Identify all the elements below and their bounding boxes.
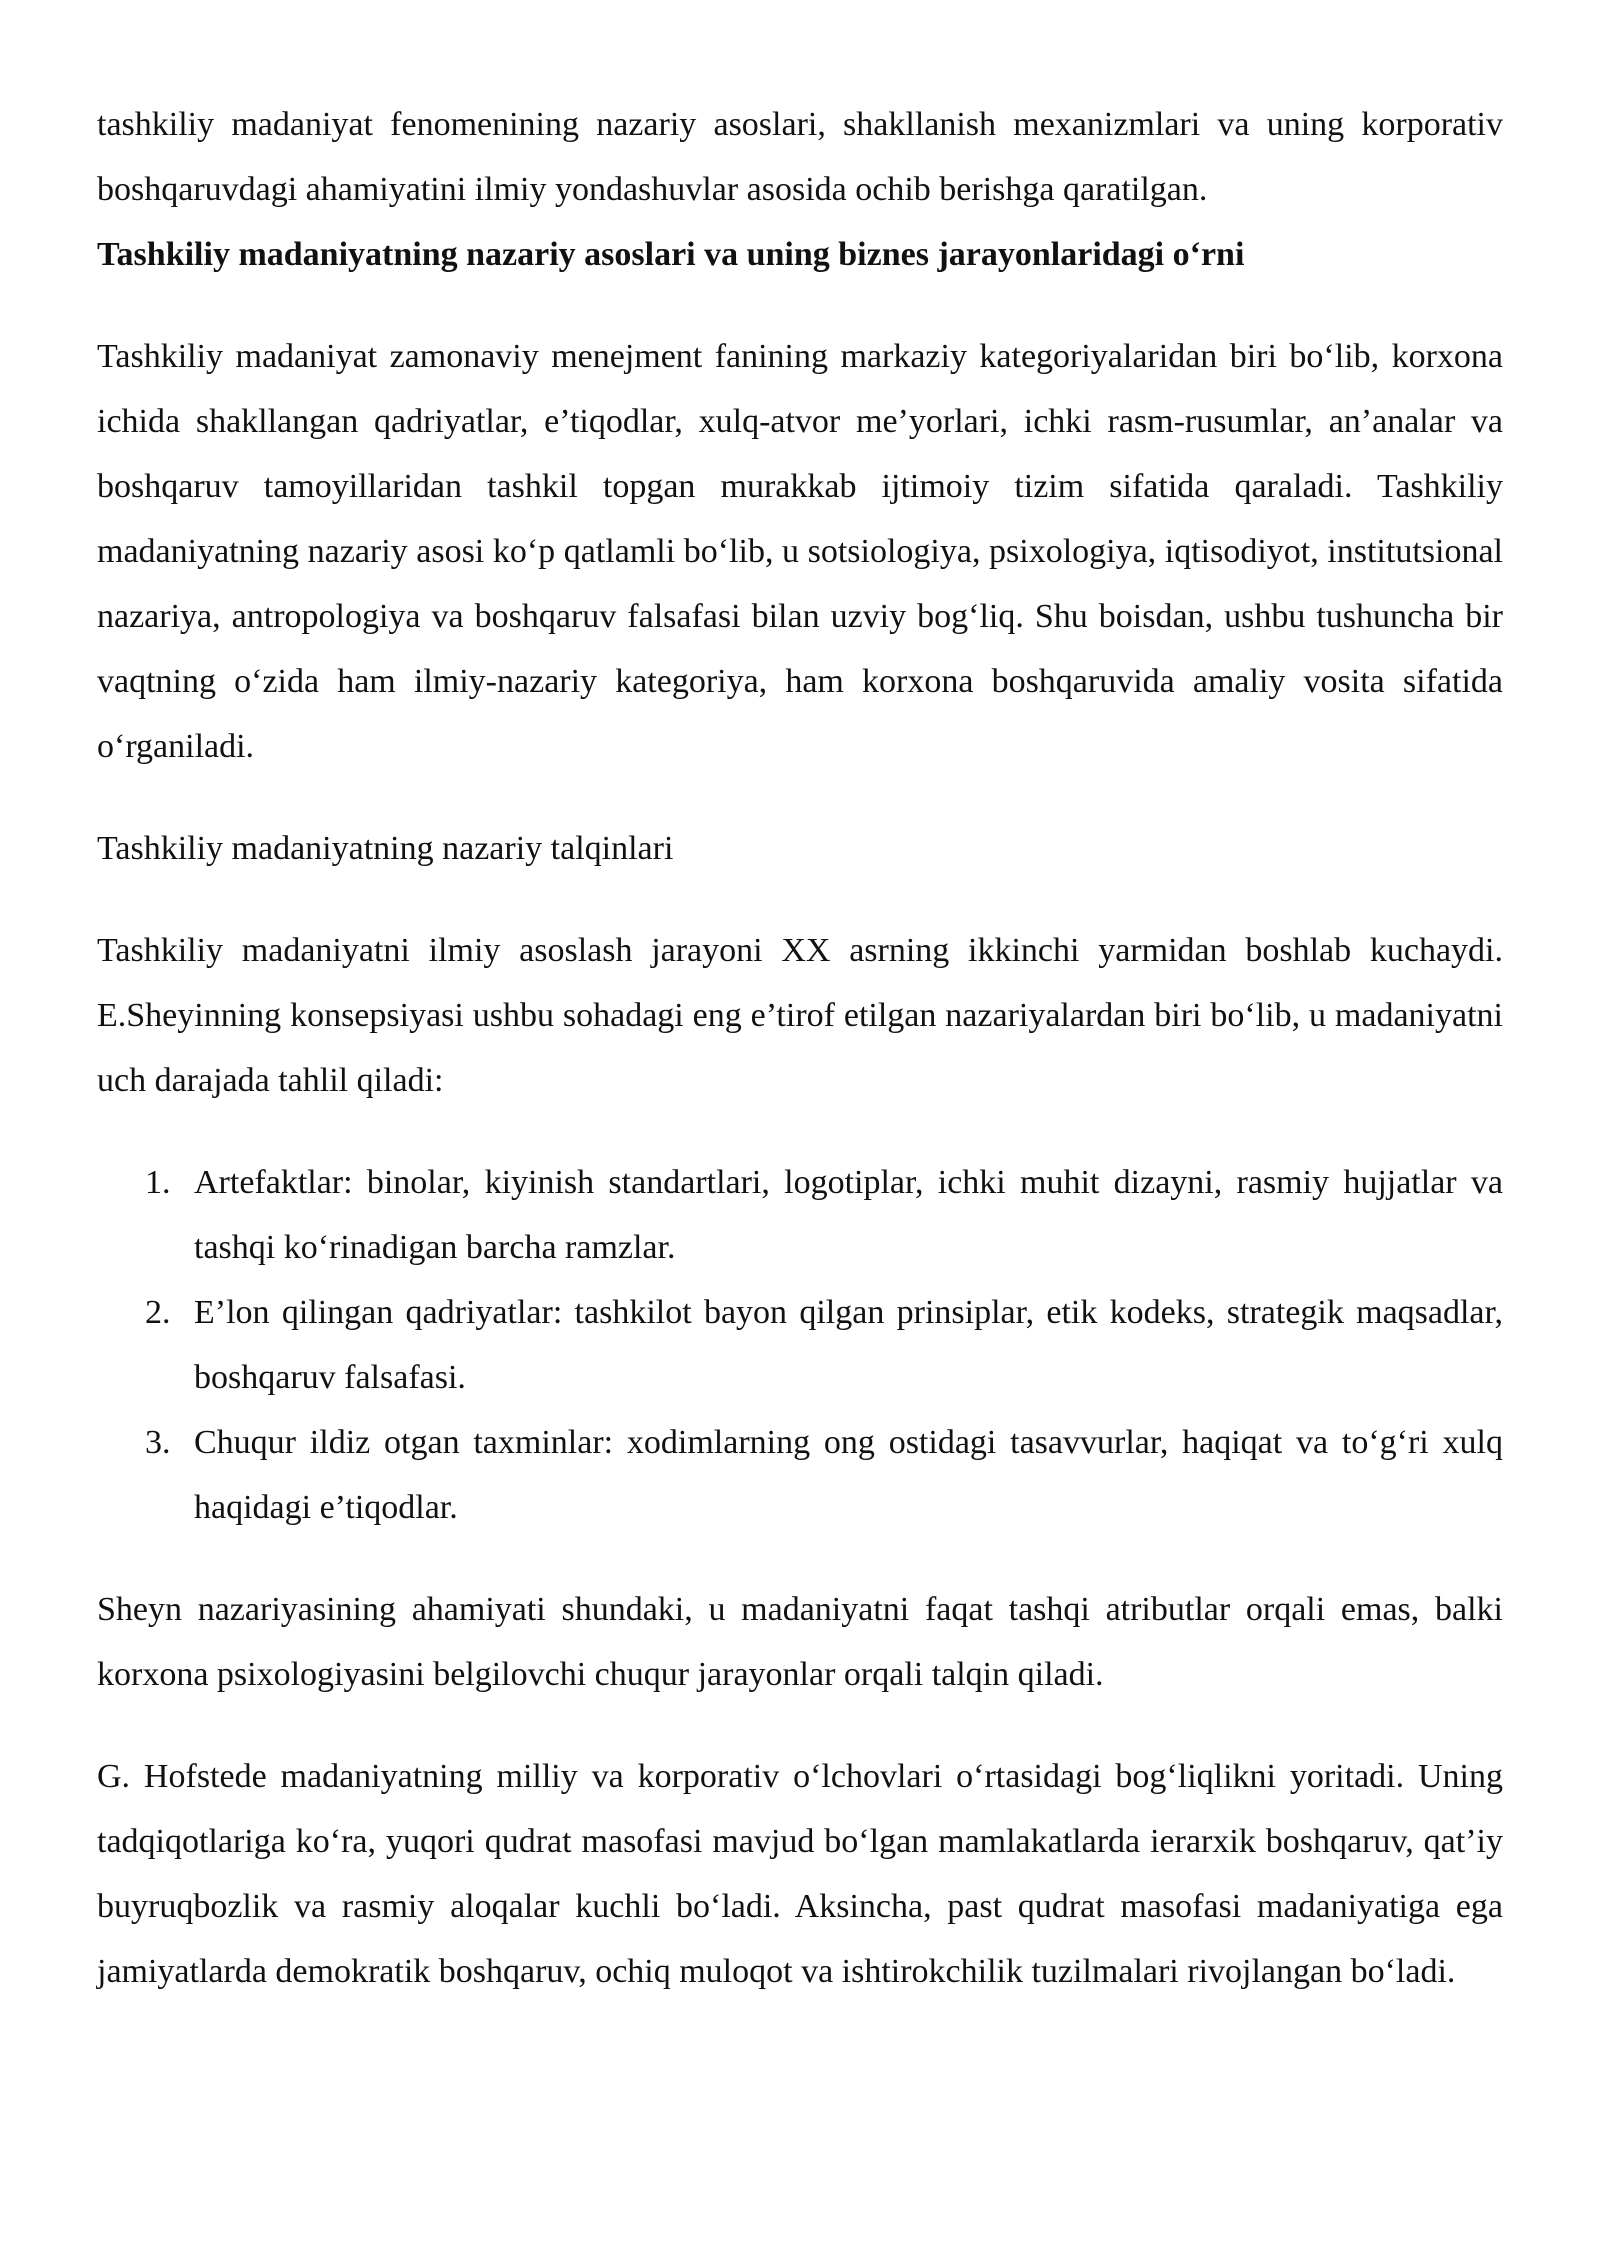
body-paragraph-1: Tashkiliy madaniyat zamonaviy menejment fanining markaziy kategoriyalaridan biri bo‘lib, korxona ichida shakllangan qadriyatlar, e’tiqodlar, xulq-atvor me’yorlari, ichki rasm-rusumlar, an’analar va boshqaruv tamoyillaridan tashkil topgan murakkab ijtimoiy tizim sifatida qaraladi. Tashkiliy madaniyatning nazariy asosi ko‘p qatlamli bo‘lib, u sotsiologiya, psixologiya, iqtisodiyot, institutsional nazariya, antropologiya va boshqaruv falsafasi bilan uzviy bog‘liq. Shu boisdan, ushbu tushuncha bir vaqtning o‘zida ham ilmiy-nazariy kategoriya, ham korxona boshqaruvida amaliy vosita sifatida o‘rganiladi. (97, 338, 1503, 765)
section-heading: Tashkiliy madaniyatning nazariy asoslari va uning biznes jarayonlaridagi o‘rni (97, 236, 1245, 273)
intro-paragraph: tashkiliy madaniyat fenomenining nazariy asoslari, shakllanish mexanizmlari va uning korporativ boshqaruvdagi ahamiyatini ilmiy yondashuvlar asosida ochib berishga qaratilgan. (97, 106, 1503, 208)
list-item-number: 3. (145, 1424, 171, 1461)
list-item-text: Artefaktlar: binolar, kiyinish standartlari, logotiplar, ichki muhit dizayni, rasmiy hujjatlar va tashqi ko‘rinadigan barcha ramzlar. (194, 1164, 1503, 1266)
levels-list (97, 1150, 1503, 1540)
body-paragraph-4: G. Hofstede madaniyatning milliy va korporativ o‘lchovlari o‘rtasidagi bog‘liqlikni yoritadi. Uning tadqiqotlariga ko‘ra, yuqori qudrat masofasi mavjud bo‘lgan mamlakatlarda ierarxik boshqaruv, qat’iy buyruqbozlik va rasmiy aloqalar kuchli bo‘ladi. Aksincha, past qudrat masofasi madaniyatiga ega jamiyatlarda demokratik boshqaruv, ochiq muloqot va ishtirokchilik tuzilmalari rivojlangan bo‘ladi. (97, 1758, 1503, 1990)
list-item-number: 2. (145, 1294, 171, 1331)
list-item-text: E’lon qilingan qadriyatlar: tashkilot bayon qilgan prinsiplar, etik kodeks, strategik maqsadlar, boshqaruv falsafasi. (194, 1294, 1503, 1396)
document-page (97, 92, 1503, 2004)
list-item-text: Chuqur ildiz otgan taxminlar: xodimlarning ong ostidagi tasavvurlar, haqiqat va to‘g‘ri xulq haqidagi e’tiqodlar. (194, 1424, 1503, 1526)
list-item (97, 1150, 1503, 1280)
body-paragraph-2: Tashkiliy madaniyatni ilmiy asoslash jarayoni XX asrning ikkinchi yarmidan boshlab kuchaydi. E.Sheyinning konsepsiyasi ushbu sohadagi eng e’tirof etilgan nazariyalardan biri bo‘lib, u madaniyatni uch darajada tahlil qiladi: (97, 932, 1503, 1099)
list-item-number: 1. (145, 1164, 171, 1201)
subheading: Tashkiliy madaniyatning nazariy talqinlari (97, 830, 674, 867)
body-paragraph-3: Sheyn nazariyasining ahamiyati shundaki, u madaniyatni faqat tashqi atributlar orqali emas, balki korxona psixologiyasini belgilovchi chuqur jarayonlar orqali talqin qiladi. (97, 1591, 1503, 1693)
list-item (97, 1280, 1503, 1410)
list-item (97, 1410, 1503, 1540)
